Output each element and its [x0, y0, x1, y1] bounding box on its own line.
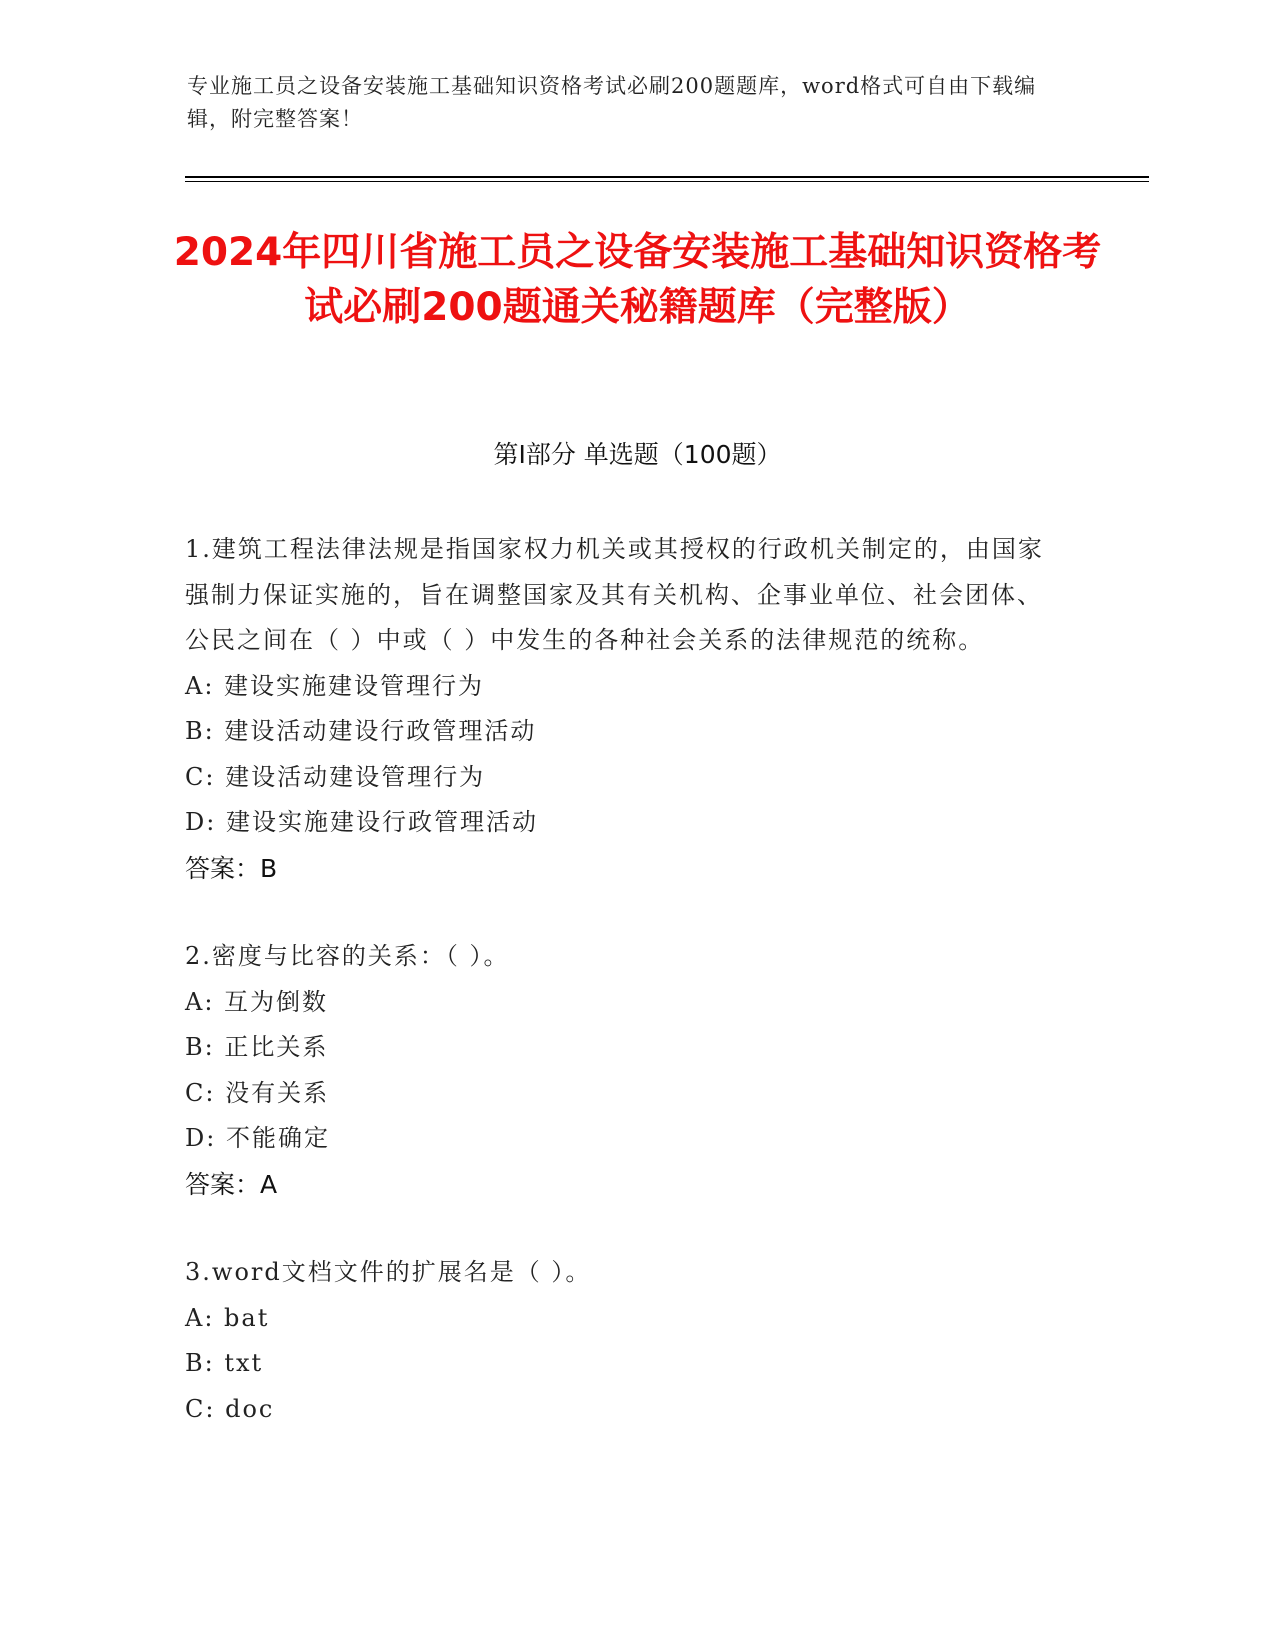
header-divider [185, 176, 1149, 178]
answer-label: 答案：A [185, 1169, 278, 1199]
document-title: 2024年四川省施工员之设备安装施工基础知识资格考试必刷200题通关秘籍题库（完整版） [173, 230, 1102, 330]
question-stem: 3.word文档文件的扩展名是（ ）。 [185, 1258, 592, 1286]
question-2 [185, 934, 1065, 1207]
header-note: 专业施工员之设备安装施工基础知识资格考试必刷200题题库，word格式可自由下载编辑，附完整答案！ [187, 74, 1037, 131]
question-3 [185, 1250, 1065, 1432]
question-list [185, 527, 1065, 1475]
question-stem: 1.建筑工程法律法规是指国家权力机关或其授权的行政机关制定的，由国家强制力保证实施的，旨在调整国家及其有关机构、企事业单位、社会团体、公民之间在（ ）中或（ ）中发生的各种社会关系的法律规范的统称。 [185, 535, 1044, 654]
header-divider-thin [185, 181, 1149, 182]
option-c: C: 建设活动建设管理行为 [185, 762, 486, 791]
question-stem: 2.密度与比容的关系：（ ）。 [185, 942, 510, 970]
option-d: D: 不能确定 [185, 1124, 330, 1152]
option-c: C: doc [185, 1394, 275, 1423]
option-b: B: 建设活动建设行政管理活动 [185, 717, 537, 745]
option-a: A: 互为倒数 [185, 987, 329, 1016]
section-heading: 第I部分 单选题（100题） [493, 440, 782, 469]
option-d: D: 建设实施建设行政管理活动 [185, 808, 538, 836]
option-a: A: bat [185, 1303, 270, 1332]
option-a: A: 建设实施建设管理行为 [185, 671, 485, 700]
question-1 [185, 527, 1065, 891]
option-c: C: 没有关系 [185, 1078, 330, 1107]
option-b: B: 正比关系 [185, 1033, 329, 1061]
answer-label: 答案：B [185, 853, 278, 883]
option-b: B: txt [185, 1349, 264, 1377]
